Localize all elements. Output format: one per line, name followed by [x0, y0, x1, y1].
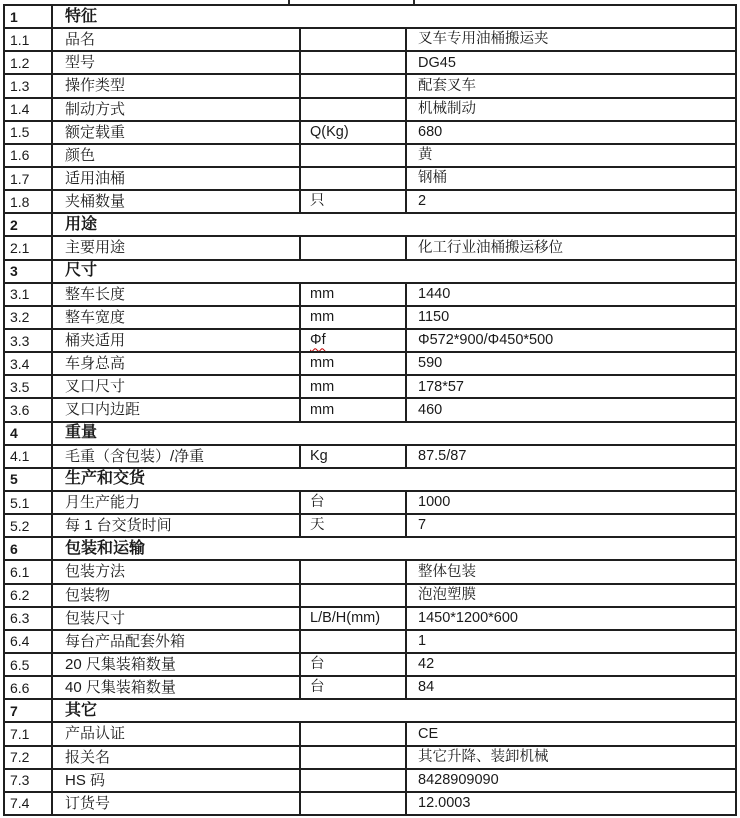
row-label-cell: 40 尺集装箱数量 [53, 677, 301, 698]
row-value-cell: 1450*1200*600 [418, 609, 518, 626]
row-number-cell: 1.2 [5, 52, 53, 73]
table-row [5, 122, 735, 145]
row-unit-cell [301, 515, 407, 536]
section-row [5, 423, 735, 446]
row-label-cell: 制动方式 [53, 99, 301, 120]
row-number-cell: 6.3 [5, 608, 53, 629]
row-value-cell: 1440 [418, 286, 451, 302]
table-row [5, 585, 735, 608]
row-number-cell: 1.5 [5, 122, 53, 143]
row-unit-cell [301, 191, 407, 212]
table-row [5, 75, 735, 98]
unit-text: 台 [310, 679, 325, 696]
row-number-cell: 1.4 [5, 99, 53, 120]
unit-text: 只 [310, 193, 325, 210]
row-value-cell: 1 [418, 633, 427, 650]
row-unit-cell [301, 608, 407, 629]
row-value-cell: 42 [418, 656, 435, 673]
row-unit-cell [301, 561, 407, 582]
unit-text: Kg [310, 447, 328, 464]
row-value-cell: 1000 [418, 494, 451, 511]
table-row [5, 793, 735, 814]
row-unit-cell [301, 99, 407, 120]
row-label-cell: HS 码 [53, 770, 301, 791]
row-label-cell: 每 1 台交货时间 [53, 515, 301, 536]
unit-text: 台 [310, 494, 325, 511]
row-label-cell: 型号 [53, 52, 301, 73]
row-label-cell: 月生产能力 [53, 492, 301, 513]
row-unit-cell [301, 492, 407, 513]
row-value-cell: 84 [418, 679, 435, 696]
unit-text: 台 [310, 656, 325, 673]
table-row [5, 561, 735, 584]
table-row [5, 145, 735, 168]
row-label-cell: 毛重（含包装）/净重 [53, 446, 301, 467]
section-row [5, 700, 735, 723]
table-row [5, 307, 735, 330]
row-number-cell: 5.1 [5, 492, 53, 513]
section-row [5, 469, 735, 492]
table-row [5, 631, 735, 654]
row-label-cell: 叉口尺寸 [53, 376, 301, 397]
row-value-cell: 590 [418, 355, 443, 372]
row-number-cell: 1.1 [5, 29, 53, 50]
row-number-cell: 3.2 [5, 307, 53, 328]
row-label-cell: 适用油桶 [53, 168, 301, 189]
row-label-cell: 订货号 [53, 793, 301, 814]
table-row [5, 99, 735, 122]
row-value-cell: 178*57 [418, 378, 464, 395]
row-unit-cell [301, 376, 407, 397]
row-label-cell: 桶夹适用 [53, 330, 301, 351]
row-value-cell: 460 [418, 401, 443, 418]
table-row [5, 747, 735, 770]
table-row [5, 52, 735, 75]
unit-text: mm [310, 401, 335, 418]
row-label-cell: 夹桶数量 [53, 191, 301, 212]
row-unit-cell [301, 770, 407, 791]
row-number-cell: 6.4 [5, 631, 53, 652]
row-unit-cell [301, 654, 407, 675]
unit-text: Φf [310, 332, 326, 349]
section-title: 特征 [65, 7, 98, 25]
row-number-cell: 5.2 [5, 515, 53, 536]
unit-text: Q(Kg) [310, 124, 349, 141]
unit-text: mm [310, 286, 335, 302]
row-number-cell: 1.8 [5, 191, 53, 212]
section-title: 用途 [65, 215, 98, 233]
row-unit-cell [301, 330, 407, 351]
unit-text: 天 [310, 517, 325, 534]
row-unit-cell [301, 29, 407, 50]
section-row [5, 261, 735, 284]
row-number-cell: 1.3 [5, 75, 53, 96]
table-row [5, 284, 735, 307]
row-value-cell: 叉车专用油桶搬运夹 [418, 31, 549, 48]
row-unit-cell [301, 307, 407, 328]
section-title: 重量 [65, 424, 98, 442]
table-row [5, 168, 735, 191]
row-label-cell: 额定载重 [53, 122, 301, 143]
row-value-cell: 化工行业油桶搬运移位 [418, 239, 563, 256]
section-title: 生产和交货 [65, 470, 146, 488]
row-number-cell: 3.4 [5, 353, 53, 374]
row-number-cell: 7.4 [5, 793, 53, 814]
row-value-cell: 其它升降、装卸机械 [418, 748, 549, 765]
row-unit-cell [301, 793, 407, 814]
row-number-cell: 3.3 [5, 330, 53, 351]
table-row [5, 353, 735, 376]
table-row [5, 515, 735, 538]
table-row [5, 492, 735, 515]
row-unit-cell [301, 122, 407, 143]
row-label-cell: 包装方法 [53, 561, 301, 582]
row-label-cell: 每台产品配套外箱 [53, 631, 301, 652]
row-unit-cell [301, 75, 407, 96]
table-row [5, 770, 735, 793]
table-row [5, 723, 735, 746]
row-label-cell: 包装物 [53, 585, 301, 606]
row-unit-cell [301, 631, 407, 652]
row-value-cell: 2 [418, 193, 427, 210]
row-value-cell: CE [418, 725, 439, 742]
section-row [5, 214, 735, 237]
row-unit-cell [301, 145, 407, 166]
row-value-cell: 机械制动 [418, 100, 476, 117]
row-unit-cell [301, 446, 407, 467]
row-value-cell: 1150 [418, 309, 450, 326]
row-value-cell: Φ572*900/Φ450*500 [418, 332, 554, 349]
row-unit-cell [301, 677, 407, 698]
row-label-cell: 叉口内边距 [53, 399, 301, 420]
row-value-cell: 87.5/87 [418, 447, 467, 464]
row-value-cell: DG45 [418, 54, 456, 71]
section-number: 7 [5, 700, 53, 721]
row-number-cell: 3.1 [5, 284, 53, 305]
row-number-cell: 1.7 [5, 168, 53, 189]
row-label-cell: 整车长度 [53, 284, 301, 305]
row-value-cell: 黄 [418, 147, 433, 164]
section-number: 2 [5, 214, 53, 235]
row-label-cell: 品名 [53, 29, 301, 50]
row-label-cell: 车身总高 [53, 353, 301, 374]
row-label-cell: 颜色 [53, 145, 301, 166]
table-row [5, 376, 735, 399]
row-number-cell: 6.6 [5, 677, 53, 698]
section-title: 包装和运输 [65, 539, 146, 557]
table-row [5, 237, 735, 260]
row-label-cell: 包装尺寸 [53, 608, 301, 629]
row-label-cell: 主要用途 [53, 237, 301, 258]
section-title: 其它 [65, 701, 98, 719]
row-value-cell: 整体包装 [418, 563, 476, 580]
section-number: 1 [5, 6, 53, 27]
row-number-cell: 4.1 [5, 446, 53, 467]
row-unit-cell [301, 237, 407, 258]
row-number-cell: 7.3 [5, 770, 53, 791]
unit-text: L/B/H(mm) [310, 609, 381, 626]
unit-text: mm [310, 355, 335, 372]
row-value-cell: 泡泡塑膜 [418, 586, 476, 603]
row-number-cell: 3.5 [5, 376, 53, 397]
section-title: 尺寸 [65, 262, 98, 280]
table-row [5, 608, 735, 631]
row-unit-cell [301, 399, 407, 420]
row-value-cell: 680 [418, 124, 443, 141]
table-row [5, 654, 735, 677]
row-label-cell: 报关名 [53, 747, 301, 768]
row-number-cell: 6.5 [5, 654, 53, 675]
row-unit-cell [301, 585, 407, 606]
table-row [5, 677, 735, 700]
section-number: 3 [5, 261, 53, 282]
row-number-cell: 2.1 [5, 237, 53, 258]
row-number-cell: 7.2 [5, 747, 53, 768]
row-value-cell: 12.0003 [418, 795, 471, 812]
row-label-cell: 操作类型 [53, 75, 301, 96]
section-row [5, 6, 735, 29]
row-number-cell: 7.1 [5, 723, 53, 744]
row-label-cell: 整车宽度 [53, 307, 301, 328]
row-unit-cell [301, 168, 407, 189]
table-row [5, 330, 735, 353]
row-unit-cell [301, 747, 407, 768]
section-number: 6 [5, 538, 53, 559]
table-row [5, 446, 735, 469]
row-label-cell: 20 尺集装箱数量 [53, 654, 301, 675]
row-value-cell: 7 [418, 517, 427, 534]
row-unit-cell [301, 284, 407, 305]
spec-table [3, 4, 737, 816]
row-number-cell: 3.6 [5, 399, 53, 420]
unit-text: mm [310, 309, 335, 326]
row-label-cell: 产品认证 [53, 723, 301, 744]
row-number-cell: 6.2 [5, 585, 53, 606]
section-number: 5 [5, 469, 53, 490]
row-number-cell: 1.6 [5, 145, 53, 166]
section-row [5, 538, 735, 561]
table-row [5, 191, 735, 214]
table-row [5, 399, 735, 422]
row-unit-cell [301, 723, 407, 744]
row-value-cell: 8428909090 [418, 771, 499, 788]
section-number: 4 [5, 423, 53, 444]
row-number-cell: 6.1 [5, 561, 53, 582]
row-value-cell: 配套叉车 [418, 77, 476, 94]
row-value-cell: 钢桶 [418, 170, 447, 187]
table-row [5, 29, 735, 52]
row-unit-cell [301, 353, 407, 374]
row-unit-cell [301, 52, 407, 73]
unit-text: mm [310, 378, 335, 395]
